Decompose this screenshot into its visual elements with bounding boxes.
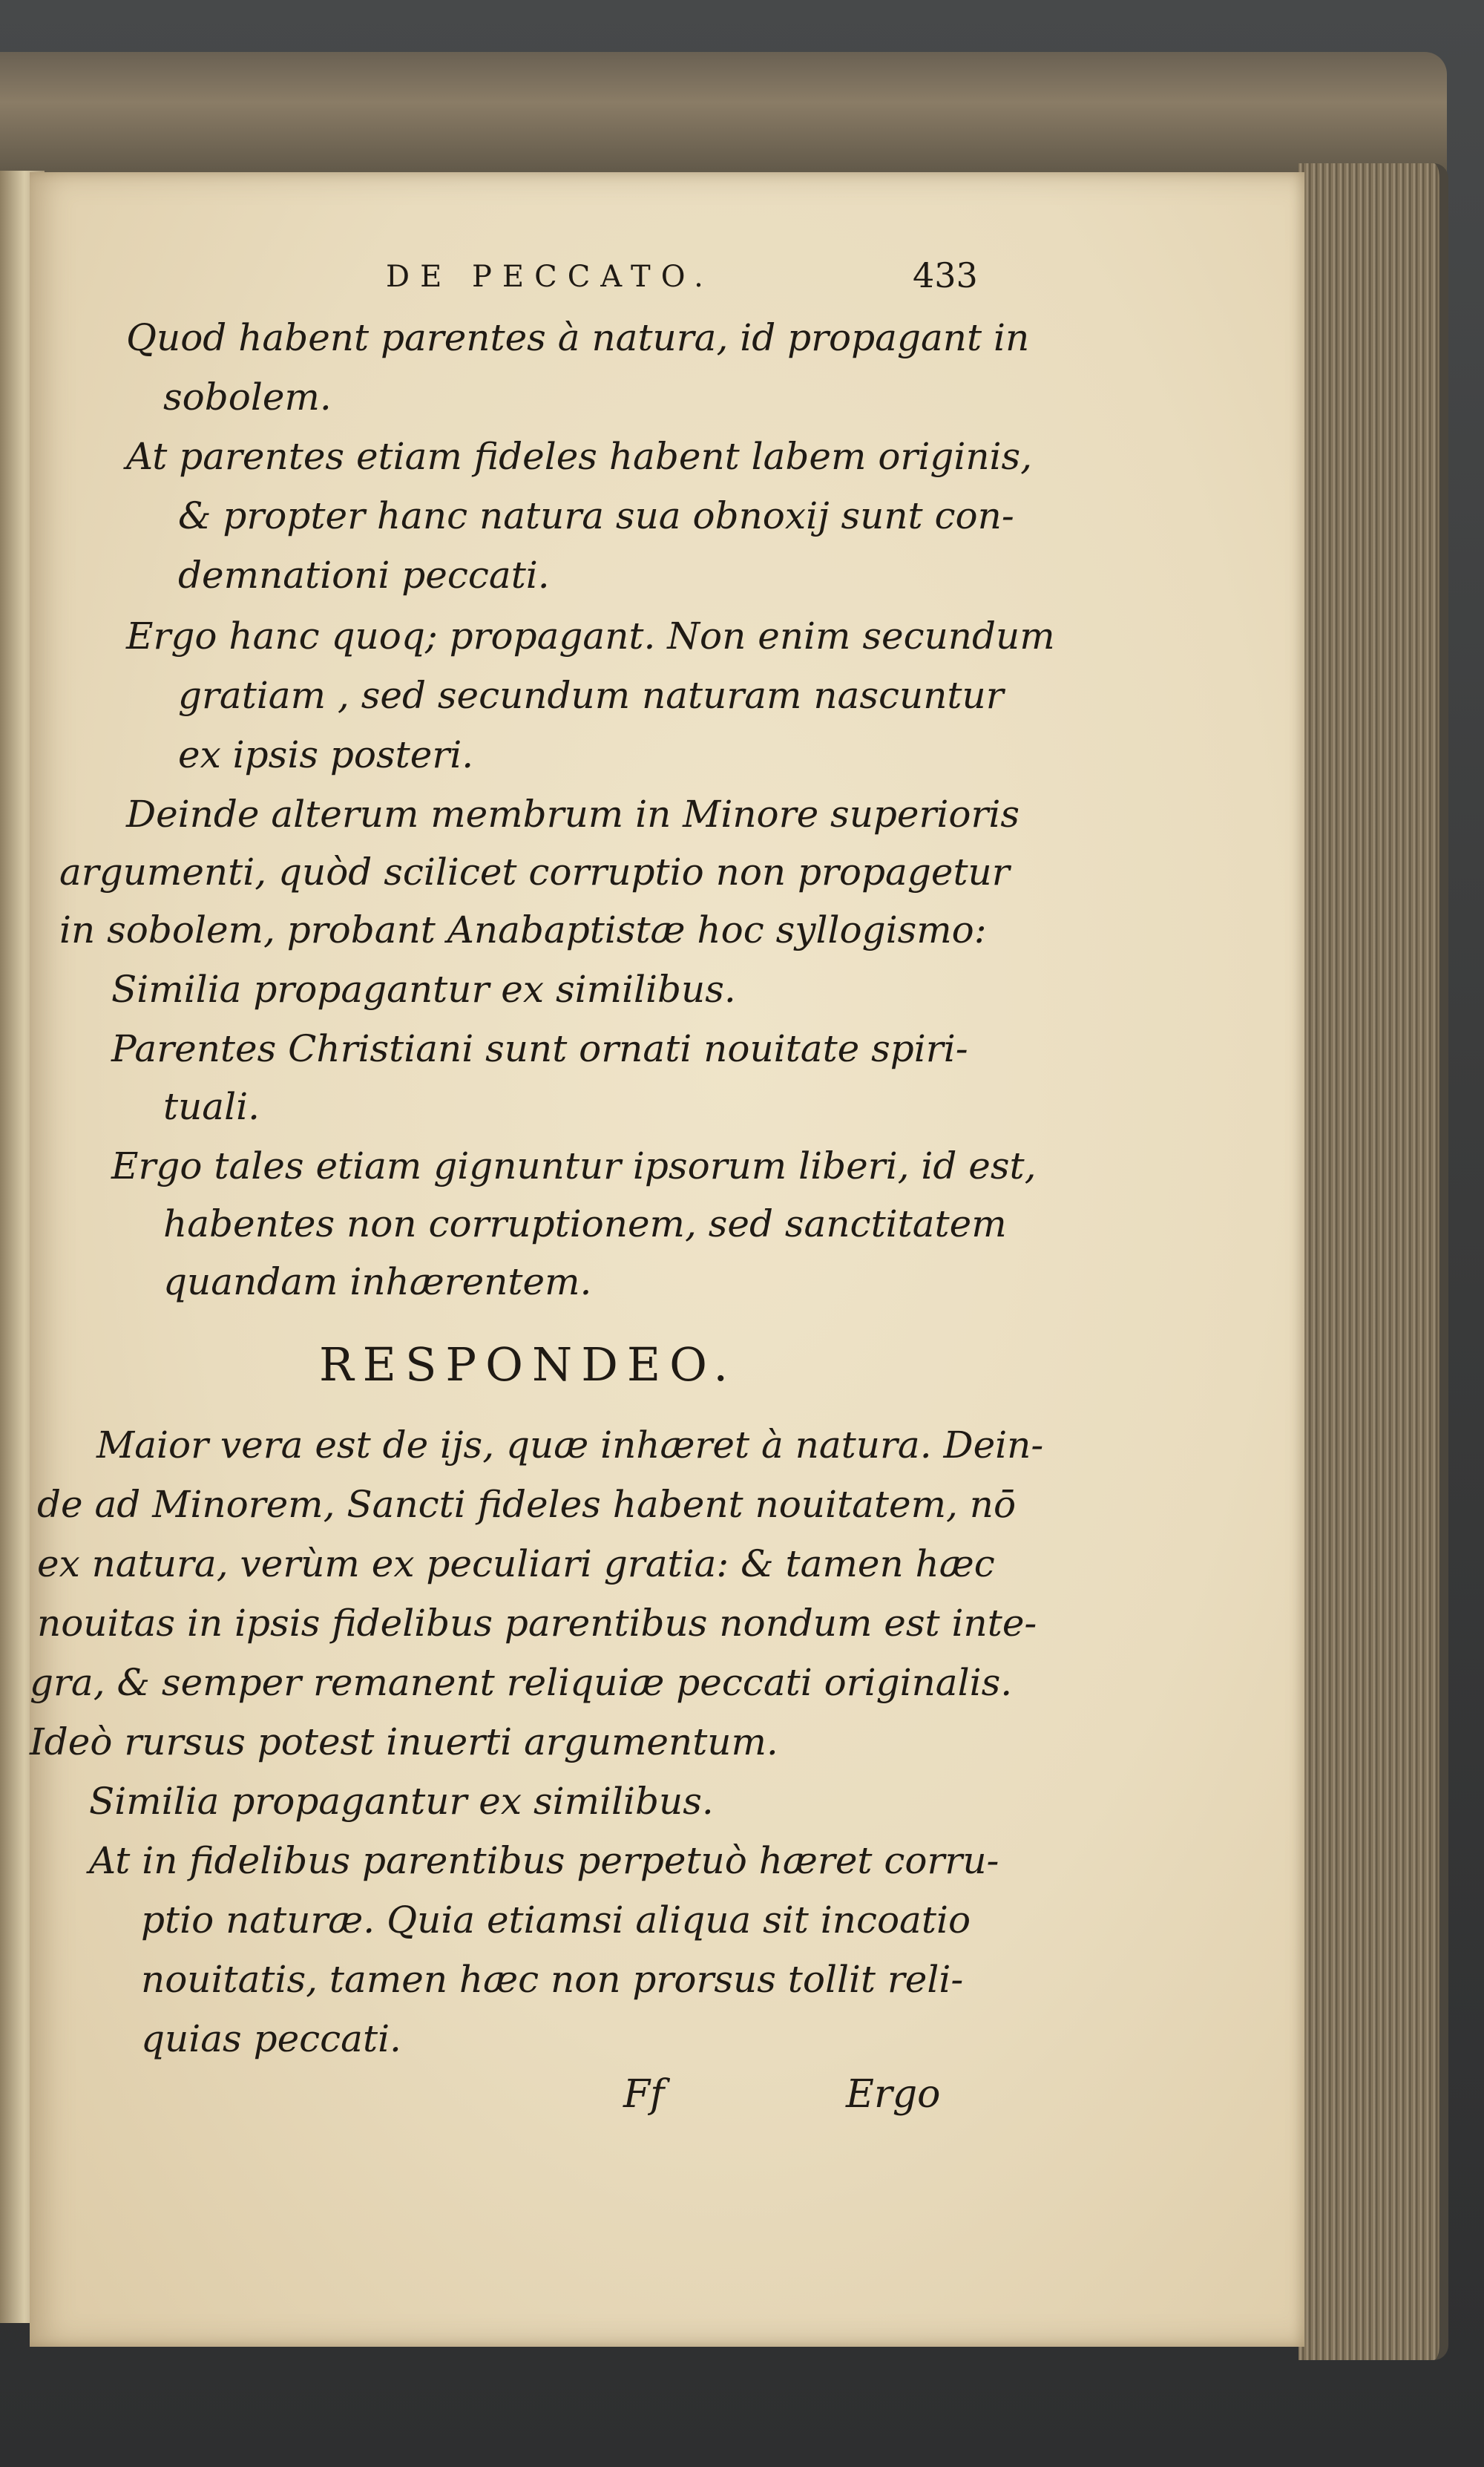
text-line: ex ipsis posteri. <box>178 733 474 776</box>
text-line: ptio naturæ. Quia etiamsi aliqua sit incoatio <box>141 1898 971 1942</box>
text-line: Similia propagantur ex similibus. <box>111 968 736 1011</box>
text-line: de ad Minorem, Sancti fideles habent nouitatem, nō <box>37 1483 1017 1526</box>
text-line: in sobolem, probant Anabaptistæ hoc syllogismo: <box>59 908 987 951</box>
text-line: Deinde alterum membrum in Minore superioris <box>126 793 1020 836</box>
text-line: argumenti, quòd scilicet corruptio non propagetur <box>59 851 1010 894</box>
signature-mark: Ff <box>623 2072 665 2117</box>
text-line: Maior vera est de ijs, quæ inhæret à natura. Dein- <box>96 1423 1044 1467</box>
book-top-edge <box>0 52 1447 178</box>
text-line: demnationi peccati. <box>178 554 550 597</box>
printed-page <box>30 172 1304 2347</box>
text-line: Parentes Christiani sunt ornati nouitate spiri- <box>111 1027 968 1070</box>
text-line: ex natura, verùm ex peculiari gratia: & tamen hæc <box>37 1542 995 1585</box>
text-line: quandam inhærentem. <box>163 1260 592 1303</box>
text-line: tuali. <box>163 1085 260 1128</box>
text-line: & propter hanc natura sua obnoxij sunt con- <box>178 494 1014 537</box>
text-line: gratiam , sed secundum naturam nascuntur <box>178 674 1004 717</box>
text-line: Ergo tales etiam gignuntur ipsorum liberi, id est, <box>111 1144 1037 1187</box>
text-line: Ideò rursus potest inuerti argumentum. <box>30 1720 778 1763</box>
text-line: nouitatis, tamen hæc non prorsus tollit reli- <box>141 1958 964 2001</box>
text-line: At parentes etiam fideles habent labem originis, <box>126 435 1033 478</box>
text-line: sobolem. <box>163 376 332 419</box>
text-line: nouitas in ipsis fidelibus parentibus nondum est inte- <box>37 1602 1037 1645</box>
text-line: gra, & semper remanent reliquiæ peccati originalis. <box>30 1661 1013 1704</box>
text-line: quias peccati. <box>141 2017 401 2060</box>
page-number: 433 <box>913 255 978 295</box>
text-line: Quod habent parentes à natura, id propagant in <box>126 316 1030 359</box>
section-heading: RESPONDEO. <box>319 1337 738 1392</box>
catchword: Ergo <box>846 2072 941 2117</box>
text-line: habentes non corruptionem, sed sanctitatem <box>163 1202 1007 1245</box>
text-line: Ergo hanc quoq; propagant. Non enim secundum <box>126 615 1055 658</box>
text-line: Similia propagantur ex similibus. <box>89 1780 714 1823</box>
book-fore-edge <box>1298 163 1448 2360</box>
running-head: DE PECCATO. <box>386 260 714 294</box>
text-line: At in fidelibus parentibus perpetuò hæret corru- <box>89 1839 999 1882</box>
